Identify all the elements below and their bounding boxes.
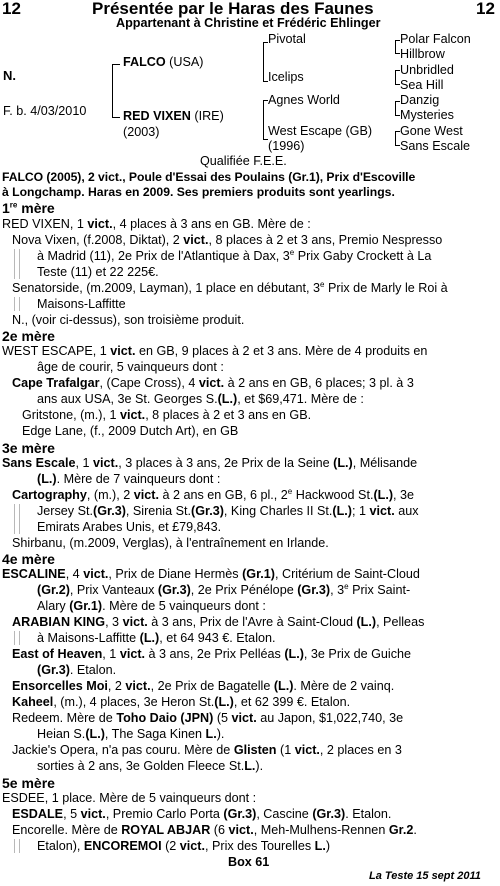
sire-sire: Pivotal [268, 32, 306, 46]
ggp-3: Unbridled [400, 63, 454, 77]
section-third-dam: 3e mère [2, 440, 55, 456]
ggp-6: Mysteries [400, 108, 454, 122]
ggp-5: Danzig [400, 93, 440, 107]
produce-encorelle: Encorelle. Mère de ROYAL ABJAR (6 vict., Meh-Mulhens-Rennen Gr.2. [12, 823, 417, 837]
sex: N. [3, 68, 16, 83]
dam-year: (2003) [123, 125, 160, 139]
produce-arabian-king: ARABIAN KING, 3 vict. à 3 ans, Prix de l'Avre à Saint-Cloud (L.), Pelleas [12, 615, 425, 629]
sale-date: La Teste 15 sept 2011 [369, 870, 481, 882]
produce-kaheel: Kaheel, (m.), 4 places, 3e Heron St.(L.), et 62 399 €. Etalon. [12, 695, 351, 709]
qualification: Qualifiée F.E.E. [200, 154, 287, 168]
produce-nova-vixen: Nova Vixen, (f.2008, Diktat), 2 vict., 8 places à 2 et 3 ans, Premio Nespresso [12, 233, 443, 247]
sire-summary-line-2: à Longchamp. Haras en 2009. Ses premiers produits sont yearlings. [2, 185, 395, 199]
produce-senatorside: Senatorside, (m.2009, Layman), 1 place en débutant, 3e Prix de Marly le Roi à [12, 279, 448, 295]
produce-east-of-heaven: East of Heaven, 1 vict. à 3 ans, 2e Prix Pelléas (L.), 3e Prix de Guiche [12, 647, 412, 661]
fifth-dam-line: ESDEE, 1 place. Mère de 5 vainqueurs dont : [2, 791, 257, 805]
section-second-dam: 2e mère [2, 328, 55, 344]
birth-date: F. b. 4/03/2010 [3, 104, 87, 118]
fourth-dam-line: ESCALINE, 4 vict., Prix de Diane Hermès (Gr.1), Critérium de Saint-Cloud [2, 567, 420, 581]
sire-dam: Icelips [268, 70, 304, 84]
dam: RED VIXEN (IRE) [123, 109, 224, 123]
owner-line: Appartenant à Christine et Frédéric Ehlinger [116, 16, 381, 30]
produce-cape-trafalgar: Cape Trafalgar, (Cape Cross), 4 vict. à 2 ans en GB, 6 places; 3 pl. à 3 [12, 376, 414, 390]
dam-dam: West Escape (GB) [268, 124, 373, 138]
third-dam-line: Sans Escale, 1 vict., 3 places à 3 ans, 2e Prix de la Seine (L.), Mélisande [2, 456, 418, 470]
produce-edge-lane: Edge Lane, (f., 2009 Dutch Art), en GB [22, 424, 239, 438]
sire-summary-line-1: FALCO (2005), 2 vict., Poule d'Essai des Poulains (Gr.1), Prix d'Escoville [2, 170, 416, 184]
ggp-7: Gone West [400, 124, 463, 138]
sire: FALCO (USA) [123, 55, 204, 69]
section-fifth-dam: 5e mère [2, 775, 55, 791]
lot-number-right: 12 [476, 0, 495, 18]
produce-cartography: Cartography, (m.), 2 vict. à 2 ans en GB, 6 pl., 2e Hackwood St.(L.), 3e [12, 486, 415, 502]
produce-ensorcelles-moi: Ensorcelles Moi, 2 vict., 2e Prix de Bagatelle (L.). Mère de 2 vainq. [12, 679, 395, 693]
section-first-dam: 1re mère [2, 200, 55, 216]
second-dam-line: WEST ESCAPE, 1 vict. en GB, 9 places à 2 et 3 ans. Mère de 4 produits en [2, 344, 428, 358]
ggp-8: Sans Escale [400, 139, 471, 153]
produce-gritstone: Gritstone, (m.), 1 vict., 8 places à 2 et 3 ans en GB. [22, 408, 312, 422]
produce-shirbanu: Shirbanu, (m.2009, Verglas), à l'entraînement en Irlande. [12, 536, 329, 550]
produce-redeem: Redeem. Mère de Toho Daio (JPN) (5 vict. au Japon, $1,022,740, 3e [12, 711, 404, 725]
section-fourth-dam: 4e mère [2, 551, 55, 567]
page-title: Présentée par le Haras des Faunes [92, 0, 374, 18]
ggp-4: Sea Hill [400, 78, 444, 92]
box-number: Box 61 [228, 855, 270, 869]
first-dam-line: RED VIXEN, 1 vict., 4 places à 3 ans en GB. Mère de : [2, 217, 311, 231]
ggp-2: Hillbrow [400, 47, 445, 61]
dam-dam-year: (1996) [268, 139, 305, 153]
produce-jackies-opera: Jackie's Opera, n'a pas couru. Mère de Glisten (1 vict., 2 places en 3 [12, 743, 402, 757]
lot-number-left: 12 [2, 0, 21, 18]
ggp-1: Polar Falcon [400, 32, 471, 46]
produce-esdale: ESDALE, 5 vict., Premio Carlo Porta (Gr.3), Cascine (Gr.3). Etalon. [12, 807, 392, 821]
dam-sire: Agnes World [268, 93, 340, 107]
produce-current: N., (voir ci-dessus), son troisième produit. [12, 313, 245, 327]
